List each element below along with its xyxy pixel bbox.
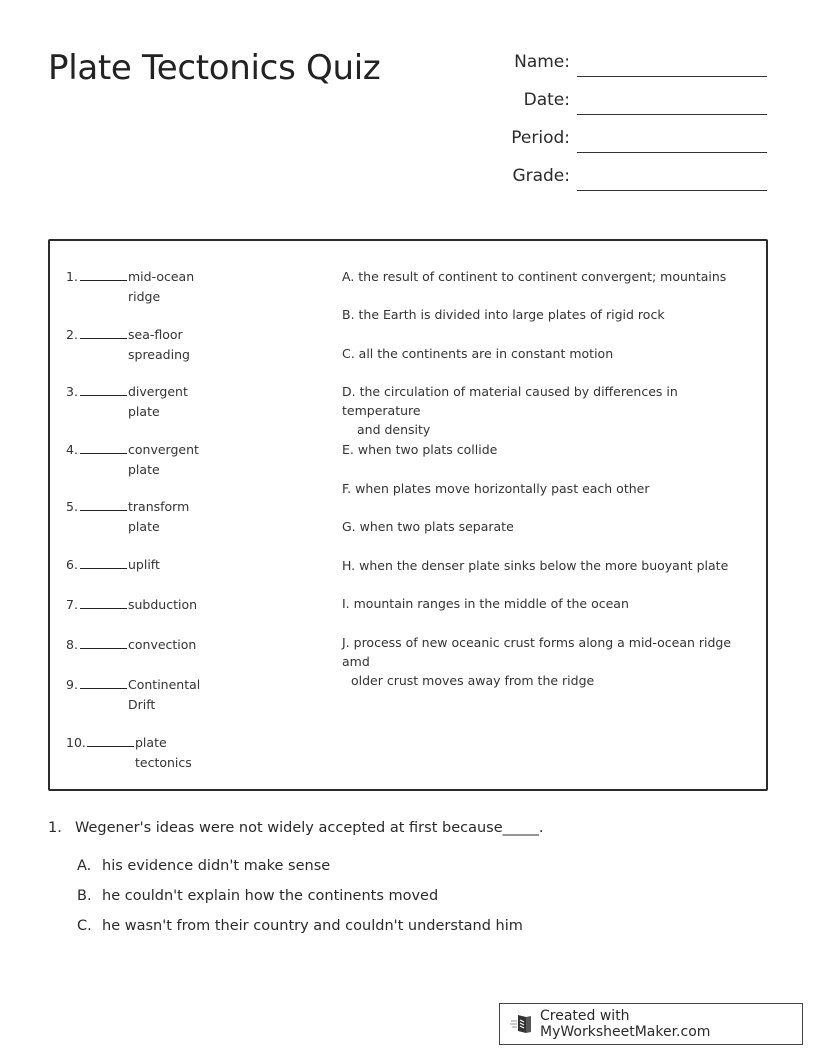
term-number: 2. [66, 327, 78, 342]
answer-blank[interactable] [80, 608, 127, 609]
term-text: mid-ocean [128, 269, 195, 284]
term-text: uplift [128, 557, 160, 572]
definition-text: G. when two plats separate [342, 519, 514, 534]
answer-blank[interactable] [80, 510, 127, 511]
term-text-cont: tectonics [135, 754, 192, 770]
answer-blank[interactable] [80, 648, 127, 649]
term-text-cont: ridge [128, 288, 161, 304]
term-text: divergent [128, 384, 188, 399]
term-text: sea-floor [128, 327, 183, 342]
term-text: convergent [128, 442, 199, 457]
option-letter: C. [77, 918, 92, 934]
definition-text: A. the result of continent to continent convergent; mountains [342, 269, 727, 284]
date-field-row [490, 88, 770, 126]
term-text-cont: plate [128, 518, 160, 534]
period-field-row [490, 126, 770, 164]
matching-definition [342, 517, 752, 536]
term-number: 10. [66, 735, 86, 750]
answer-blank[interactable] [80, 280, 127, 281]
page-title: Plate Tectonics Quiz [48, 48, 381, 88]
option-letter: B. [77, 888, 92, 904]
term-number: 6. [66, 557, 78, 572]
question-text: Wegener's ideas were not widely accepted at first because_____. [75, 820, 544, 836]
term-number: 7. [66, 597, 78, 612]
definition-text: J. process of new oceanic crust forms along a mid-ocean ridge amd [342, 635, 732, 669]
definition-text: B. the Earth is divided into large plates of rigid rock [342, 307, 665, 322]
matching-definition [342, 556, 752, 575]
answer-blank[interactable] [80, 453, 127, 454]
option-text: his evidence didn't make sense [102, 858, 331, 874]
term-text-cont: Drift [128, 696, 156, 712]
grade-label: Grade: [512, 166, 570, 186]
worksheet-maker-logo-icon [510, 1013, 534, 1035]
term-number: 4. [66, 442, 78, 457]
term-text: plate [135, 735, 167, 750]
question-number: 1. [48, 820, 62, 836]
student-info-fields [490, 50, 770, 202]
definition-text-cont: older crust moves away from the ridge [351, 673, 595, 688]
matching-definition [342, 305, 752, 324]
created-with-badge[interactable] [499, 1003, 803, 1045]
term-text: Continental [128, 677, 201, 692]
name-field-row [490, 50, 770, 88]
grade-input-line[interactable] [577, 190, 767, 191]
term-number: 5. [66, 499, 78, 514]
matching-definition [342, 633, 752, 690]
date-input-line[interactable] [577, 114, 767, 115]
matching-definition [342, 344, 752, 363]
term-number: 1. [66, 269, 78, 284]
name-input-line[interactable] [577, 76, 767, 77]
grade-field-row [490, 164, 770, 202]
option-text: he couldn't explain how the continents moved [102, 888, 439, 904]
option-text: he wasn't from their country and couldn't understand him [102, 918, 523, 934]
definition-text: D. the circulation of material caused by differences in temperature [342, 384, 678, 418]
definition-text: E. when two plats collide [342, 442, 498, 457]
name-label: Name: [514, 52, 570, 72]
definition-text: F. when plates move horizontally past each other [342, 481, 650, 496]
answer-blank[interactable] [80, 568, 127, 569]
definition-text: C. all the continents are in constant motion [342, 346, 614, 361]
period-input-line[interactable] [577, 152, 767, 153]
term-number: 3. [66, 384, 78, 399]
term-number: 8. [66, 637, 78, 652]
answer-blank[interactable] [80, 688, 127, 689]
term-text-cont: plate [128, 403, 160, 419]
definition-text: H. when the denser plate sinks below the more buoyant plate [342, 558, 729, 573]
definition-text: I. mountain ranges in the middle of the ocean [342, 596, 629, 611]
answer-blank[interactable] [80, 338, 127, 339]
date-label: Date: [523, 90, 570, 110]
option-letter: A. [77, 858, 92, 874]
matching-definition [342, 440, 752, 459]
matching-definition [342, 382, 752, 439]
answer-blank[interactable] [87, 746, 134, 747]
matching-section-box [48, 239, 768, 791]
term-text: transform [128, 499, 190, 514]
matching-definition [342, 479, 752, 498]
term-text: convection [128, 637, 197, 652]
term-text-cont: plate [128, 461, 160, 477]
matching-definition [342, 594, 752, 613]
created-with-text: Created with MyWorksheetMaker.com [540, 1008, 711, 1040]
matching-definition [342, 267, 752, 286]
answer-blank[interactable] [80, 395, 127, 396]
term-text: subduction [128, 597, 198, 612]
term-number: 9. [66, 677, 78, 692]
period-label: Period: [511, 128, 570, 148]
definition-text-cont: and density [357, 422, 431, 437]
term-text-cont: spreading [128, 346, 190, 362]
